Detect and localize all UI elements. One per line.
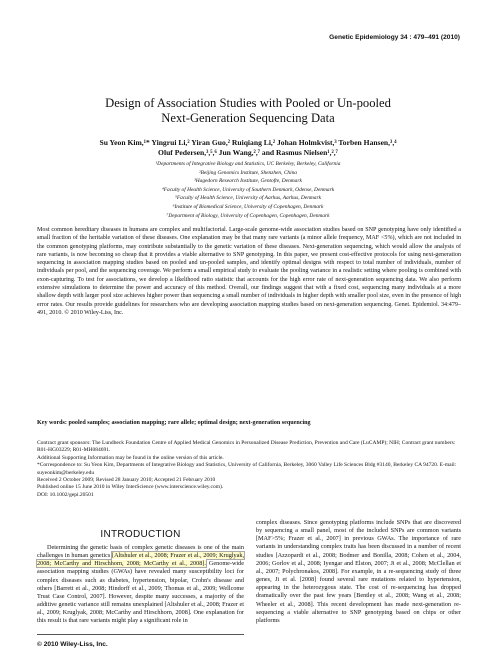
intro-paragraph — [37, 544, 244, 626]
paper-title — [0, 96, 496, 125]
article-notes — [37, 440, 461, 499]
keywords: Key words: pooled samples; association mapping; rare allele; optimal design; next-generation sequencing — [37, 420, 311, 426]
doi-note: DOI: 10.1002/gepi.20501 — [37, 491, 94, 498]
left-column — [37, 519, 244, 626]
intro-text-continued: Genome-wide association mapping studies (GWAs) have revealed many susceptibility loci for complex diseases such as diabetes, hypertension, bipolar, Crohn's disease and others [Barrett et al., 2008; Hindorff et al., 2009; Thomas et al., 2009; Wellcome Trust Case Control, 2007]. However, despite many successes, a majority of the additive genetic variance still remains unexplained [Altshuler et al., 2008; Frazer et al., 2009; Kruglyak, 2008; McCarthy and Hirschhorn, 2008]. One explanation for this result is that rare variants might play a significant role in — [37, 560, 244, 625]
highlighted-citation[interactable]: [Altshuler et al., 2008; Frazer et al., 2009; Kruglyak, 2008; McCarthy and Hirschhorn, 2008; McCarthy et al., 2008]. — [37, 552, 244, 568]
affiliation: ⁵Faculty of Health Science, University of Aarhus, Aarhus, Denmark — [175, 195, 321, 202]
journal-header: Genetic Epidemiology 34 : 479–491 (2010) — [329, 34, 460, 41]
title-line-2: Next-Generation Sequencing Data — [161, 110, 335, 125]
affiliation: ³Hagedorn Research Institute, Gentofte, Denmark — [194, 178, 302, 185]
author-list — [30, 138, 466, 158]
authors-line-1: Su Yeon Kim,¹* Yingrui Li,² Yiran Guo,² Ruiqiang Li,² Johan Holmkvist,³ Torben Hansen,³,⁴ — [99, 138, 397, 147]
supporting-info-note: Additional Supporting Information may be found in the online version of this article. — [37, 454, 224, 461]
affiliation: ¹Departments of Integrative Biology and Statistics, UC Berkeley, Berkeley, California — [155, 161, 341, 167]
correspondence-note: *Correspondence to: Su Yeon Kim, Departments of Integrative Biology and Statistics, University of California, Berkeley, 3060 Valley Life Sciences Bldg #3140, Berkeley CA 94720. E-mail: suyeonkim@berkeley.edu — [37, 462, 457, 476]
authors-line-2: Oluf Pedersen,³,⁵,⁶ Jun Wang,²,⁷ and Rasmus Nielsen¹,²,⁷ — [158, 148, 338, 157]
published-note: Published online 15 June 2010 in Wiley InterScience (www.interscience.wiley.com). — [37, 484, 224, 491]
section-heading: INTRODUCTION — [100, 529, 181, 540]
abstract: Most common hereditary diseases in humans are complex and multifactorial. Large-scale genome-wide association studies based on SNP genotyping have only identified a small fraction of the heritable variation of these diseases. One explanation may be that many rare variants (a minor allele frequency, MAF <5%), which are not included in the common genotyping platforms, may contribute substantially to the genetic variation of these diseases. Next-generation sequencing, which would allow the analysis of rare variants, is now becoming so cheap that it provides a viable alternative to SNP genotyping. In this paper, we present cost-effective protocols for using next-generation sequencing in association mapping studies based on pooled and un-pooled samples, and identify optimal designs with respect to total number of individuals, number of individuals per pool, and the sequencing coverage. We perform a small empirical study to evaluate the pooling variance in a realistic setting where pooling is combined with exon-capturing. To test for associations, we develop a likelihood ratio statistic that accounts for the high error rate of next-generation sequencing data. We also perform extensive simulations to determine the power and accuracy of this method. Overall, our findings suggest that with a fixed cost, sequencing many individuals at a more shallow depth with larger pool size achieves higher power than sequencing a small number of individuals in higher depth with smaller pool size, even in the presence of high error rates. Our results provide guidelines for researchers who are developing association mapping studies based on next-generation sequencing. Genet. Epidemiol. 34:479–491, 2010. © 2010 Wiley-Liss, Inc. — [37, 227, 461, 316]
dates-note: Received 2 October 2009; Revised 28 January 2010; Accepted 21 February 2010 — [37, 477, 216, 484]
right-column-text: complex diseases. Since genotyping platforms include SNPs that are discovered by sequencing a small panel, most of the included SNPs are common variants [MAF>5%; Frazer et al., 2007] in previous GWAs. The importance of rare variants in understanding complex traits has been discussed in a number of recent studies [Azzopardi et al., 2008; Bodmer and Bonilla, 2008; Cohen et al., 2004, 2006; Gorlov et al., 2008; Iyengar and Elston, 2007; Ji et al., 2008; McClellan et al., 2007; Polychronakos, 2008]. For example, in a re-sequencing study of three genes, Ji et al. [2008] found several rare mutations related to hypertension, appearing in the heterozygous state. The cost of re-sequencing has dropped dramatically over the past few years [Bentley et al., 2008; Wang et al., 2008; Wheeler et al., 2008]. This recent development has made next-generation re-sequencing a viable alternative to SNP genotyping based on chips or other platforms — [256, 519, 461, 624]
affiliation: ⁴Faculty of Health Science, University of Southern Denmark, Odense, Denmark — [161, 186, 335, 193]
affiliation: ⁶Institute of Biomedical Science, University of Copenhagen, Denmark — [172, 203, 324, 210]
affiliation: ⁷Department of Biology, University of Copenhagen, Copenhagen, Denmark — [166, 212, 330, 219]
affiliation: ²Beijing Genomics Institute, Shenzhen, China — [198, 169, 298, 176]
intro-text: Determining the genetic basis of complex genetic diseases is one of the main challenges in human genetics — [37, 544, 244, 560]
copyright: © 2010 Wiley-Liss, Inc. — [37, 641, 108, 648]
grant-note: Contract grant sponsors: The Lundbeck Foundation Centre of Applied Medical Genomics in Personalized Disease Prediction, Prevention and Care (LuCAMP); NIH; Contract grant numbers: R01-HG03229; R01-MH084691. — [37, 440, 456, 454]
title-line-1: Design of Association Studies with Pooled or Un-pooled — [105, 96, 391, 110]
footer-rule — [37, 634, 244, 635]
affiliations — [30, 160, 466, 220]
